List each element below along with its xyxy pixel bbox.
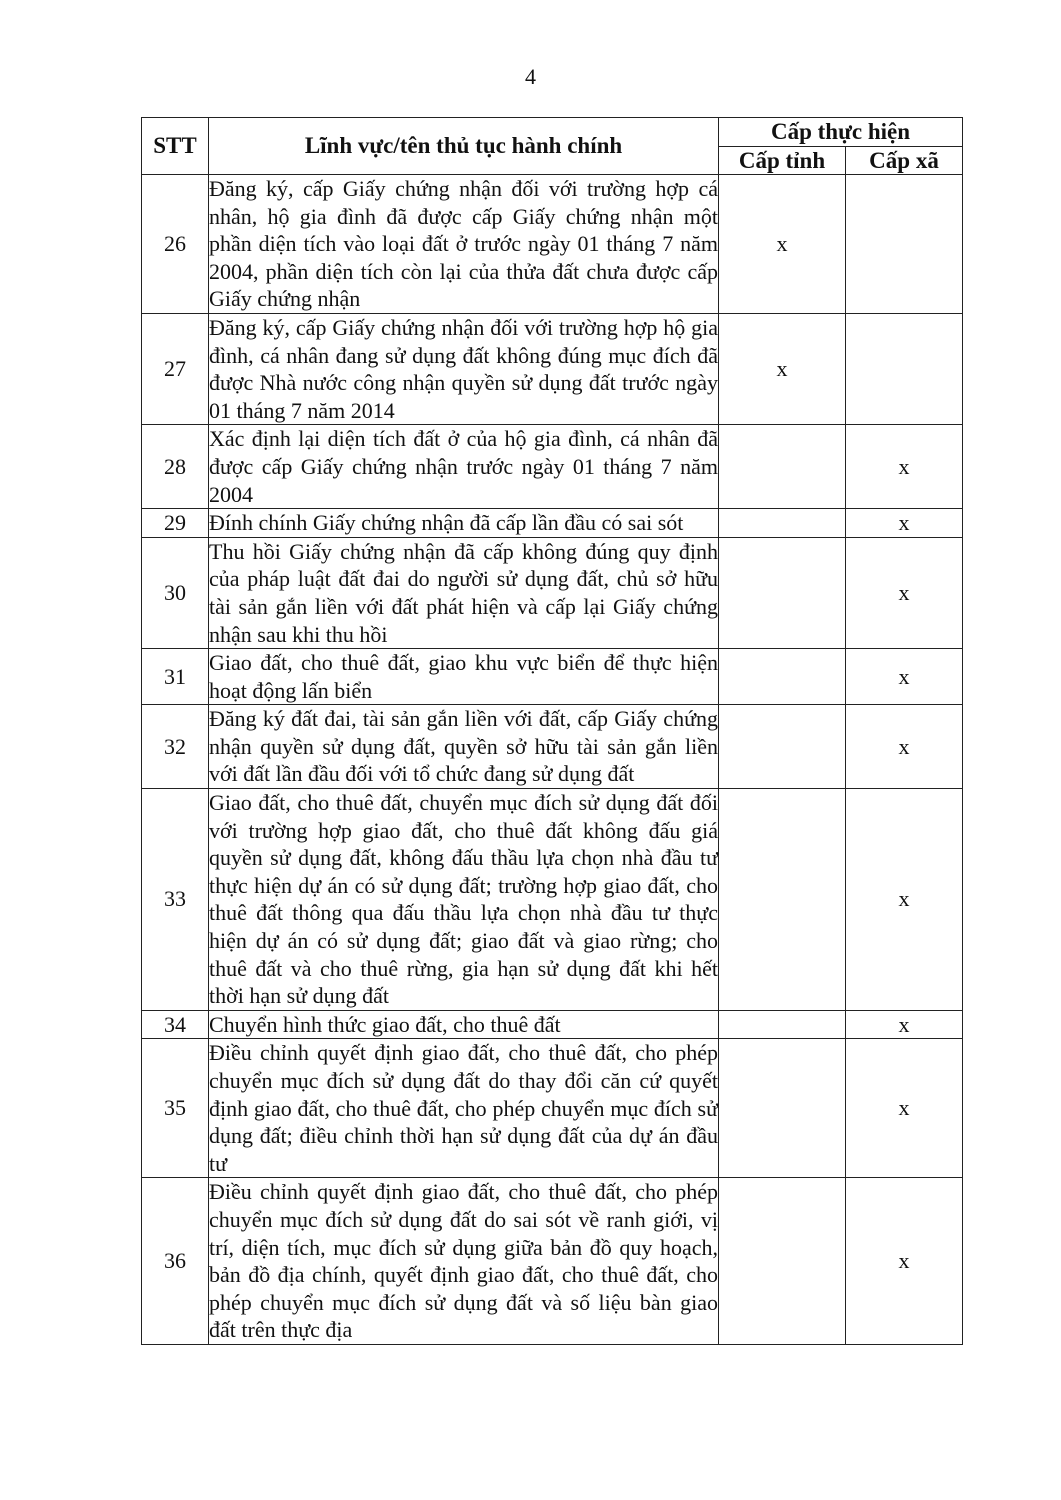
table-row — [142, 789, 963, 1011]
table-row — [142, 425, 963, 509]
row-procedure-name: Đăng ký, cấp Giấy chứng nhận đối với trường hợp cá nhân, hộ gia đình đã được cấp Giấy chứng nhận một phần diện tích vào loại đất ở trước ngày 01 tháng 7 năm 2004, phần diện tích còn lại của thửa đất chưa được cấp Giấy chứng nhận — [209, 175, 719, 314]
table-row — [142, 1039, 963, 1178]
row-province-mark — [719, 1178, 846, 1345]
row-province-mark: x — [719, 175, 846, 314]
row-procedure-name: Giao đất, cho thuê đất, chuyển mục đích sử dụng đất đối với trường hợp giao đất, cho thuê đất không đấu giá quyền sử dụng đất, không đấu thầu lựa chọn nhà đầu tư thực hiện dự án có sử dụng đất; trường hợp giao đất, cho thuê đất thông qua đấu thầu lựa chọn nhà đầu tư thực hiện dự án có sử dụng đất; giao đất và giao rừng; cho thuê đất và cho thuê rừng, gia hạn sử dụng đất khi hết thời hạn sử dụng đất — [209, 789, 719, 1011]
row-stt: 32 — [142, 705, 209, 789]
row-commune-mark: x — [846, 537, 963, 648]
row-stt: 31 — [142, 649, 209, 705]
row-commune-mark: x — [846, 705, 963, 789]
row-procedure-name: Thu hồi Giấy chứng nhận đã cấp không đúng quy định của pháp luật đất đai do người sử dụng đất, chủ sở hữu tài sản gắn liền với đất phát hiện và cấp lại Giấy chứng nhận sau khi thu hồi — [209, 537, 719, 648]
row-province-mark — [719, 537, 846, 648]
table-row — [142, 537, 963, 648]
header-level-province: Cấp tỉnh — [719, 146, 846, 175]
table-row — [142, 705, 963, 789]
row-province-mark — [719, 649, 846, 705]
row-procedure-name: Giao đất, cho thuê đất, giao khu vực biển để thực hiện hoạt động lấn biển — [209, 649, 719, 705]
row-province-mark — [719, 705, 846, 789]
row-stt: 33 — [142, 789, 209, 1011]
row-procedure-name: Đính chính Giấy chứng nhận đã cấp lần đầu có sai sót — [209, 509, 719, 538]
row-procedure-name: Xác định lại diện tích đất ở của hộ gia đình, cá nhân đã được cấp Giấy chứng nhận trước ngày 01 tháng 7 năm 2004 — [209, 425, 719, 509]
row-stt: 35 — [142, 1039, 209, 1178]
row-commune-mark: x — [846, 509, 963, 538]
header-level-group: Cấp thực hiện — [719, 118, 963, 147]
row-stt: 30 — [142, 537, 209, 648]
header-level-commune: Cấp xã — [846, 146, 963, 175]
page-number: 4 — [525, 64, 536, 89]
header-stt: STT — [142, 118, 209, 175]
row-province-mark — [719, 789, 846, 1011]
procedures-table — [141, 117, 963, 1345]
table-header — [142, 118, 963, 175]
row-province-mark: x — [719, 313, 846, 424]
table-body — [142, 175, 963, 1345]
row-commune-mark — [846, 175, 963, 314]
row-procedure-name: Đăng ký, cấp Giấy chứng nhận đối với trường hợp hộ gia đình, cá nhân đang sử dụng đất không đúng mục đích đã được Nhà nước công nhận quyền sử dụng đất trước ngày 01 tháng 7 năm 2014 — [209, 313, 719, 424]
row-province-mark — [719, 425, 846, 509]
row-stt: 36 — [142, 1178, 209, 1345]
row-procedure-name: Chuyển hình thức giao đất, cho thuê đất — [209, 1010, 719, 1039]
row-procedure-name: Đăng ký đất đai, tài sản gắn liền với đất, cấp Giấy chứng nhận quyền sử dụng đất, quyền sở hữu tài sản gắn liền với đất lần đầu đối với tổ chức đang sử dụng đất — [209, 705, 719, 789]
row-stt: 34 — [142, 1010, 209, 1039]
row-commune-mark: x — [846, 1178, 963, 1345]
row-province-mark — [719, 1010, 846, 1039]
row-procedure-name: Điều chỉnh quyết định giao đất, cho thuê đất, cho phép chuyển mục đích sử dụng đất do sai sót về ranh giới, vị trí, diện tích, mục đích sử dụng giữa bản đồ quy hoạch, bản đồ địa chính, quyết định giao đất, cho thuê đất, cho phép chuyển mục đích sử dụng đất và số liệu bàn giao đất trên thực địa — [209, 1178, 719, 1345]
table-row — [142, 649, 963, 705]
row-stt: 26 — [142, 175, 209, 314]
row-commune-mark: x — [846, 1010, 963, 1039]
row-commune-mark: x — [846, 649, 963, 705]
table-row — [142, 313, 963, 424]
row-commune-mark: x — [846, 1039, 963, 1178]
header-procedure-name: Lĩnh vực/tên thủ tục hành chính — [209, 118, 719, 175]
row-province-mark — [719, 1039, 846, 1178]
table-row — [142, 509, 963, 538]
row-commune-mark — [846, 313, 963, 424]
table-row — [142, 1178, 963, 1345]
table-row — [142, 175, 963, 314]
row-commune-mark: x — [846, 425, 963, 509]
row-stt: 28 — [142, 425, 209, 509]
table-row — [142, 1010, 963, 1039]
row-stt: 27 — [142, 313, 209, 424]
row-province-mark — [719, 509, 846, 538]
row-procedure-name: Điều chỉnh quyết định giao đất, cho thuê đất, cho phép chuyển mục đích sử dụng đất do thay đổi căn cứ quyết định giao đất, cho thuê đất, cho phép chuyển mục đích sử dụng đất; điều chỉnh thời hạn sử dụng đất của dự án đầu tư — [209, 1039, 719, 1178]
row-commune-mark: x — [846, 789, 963, 1011]
row-stt: 29 — [142, 509, 209, 538]
